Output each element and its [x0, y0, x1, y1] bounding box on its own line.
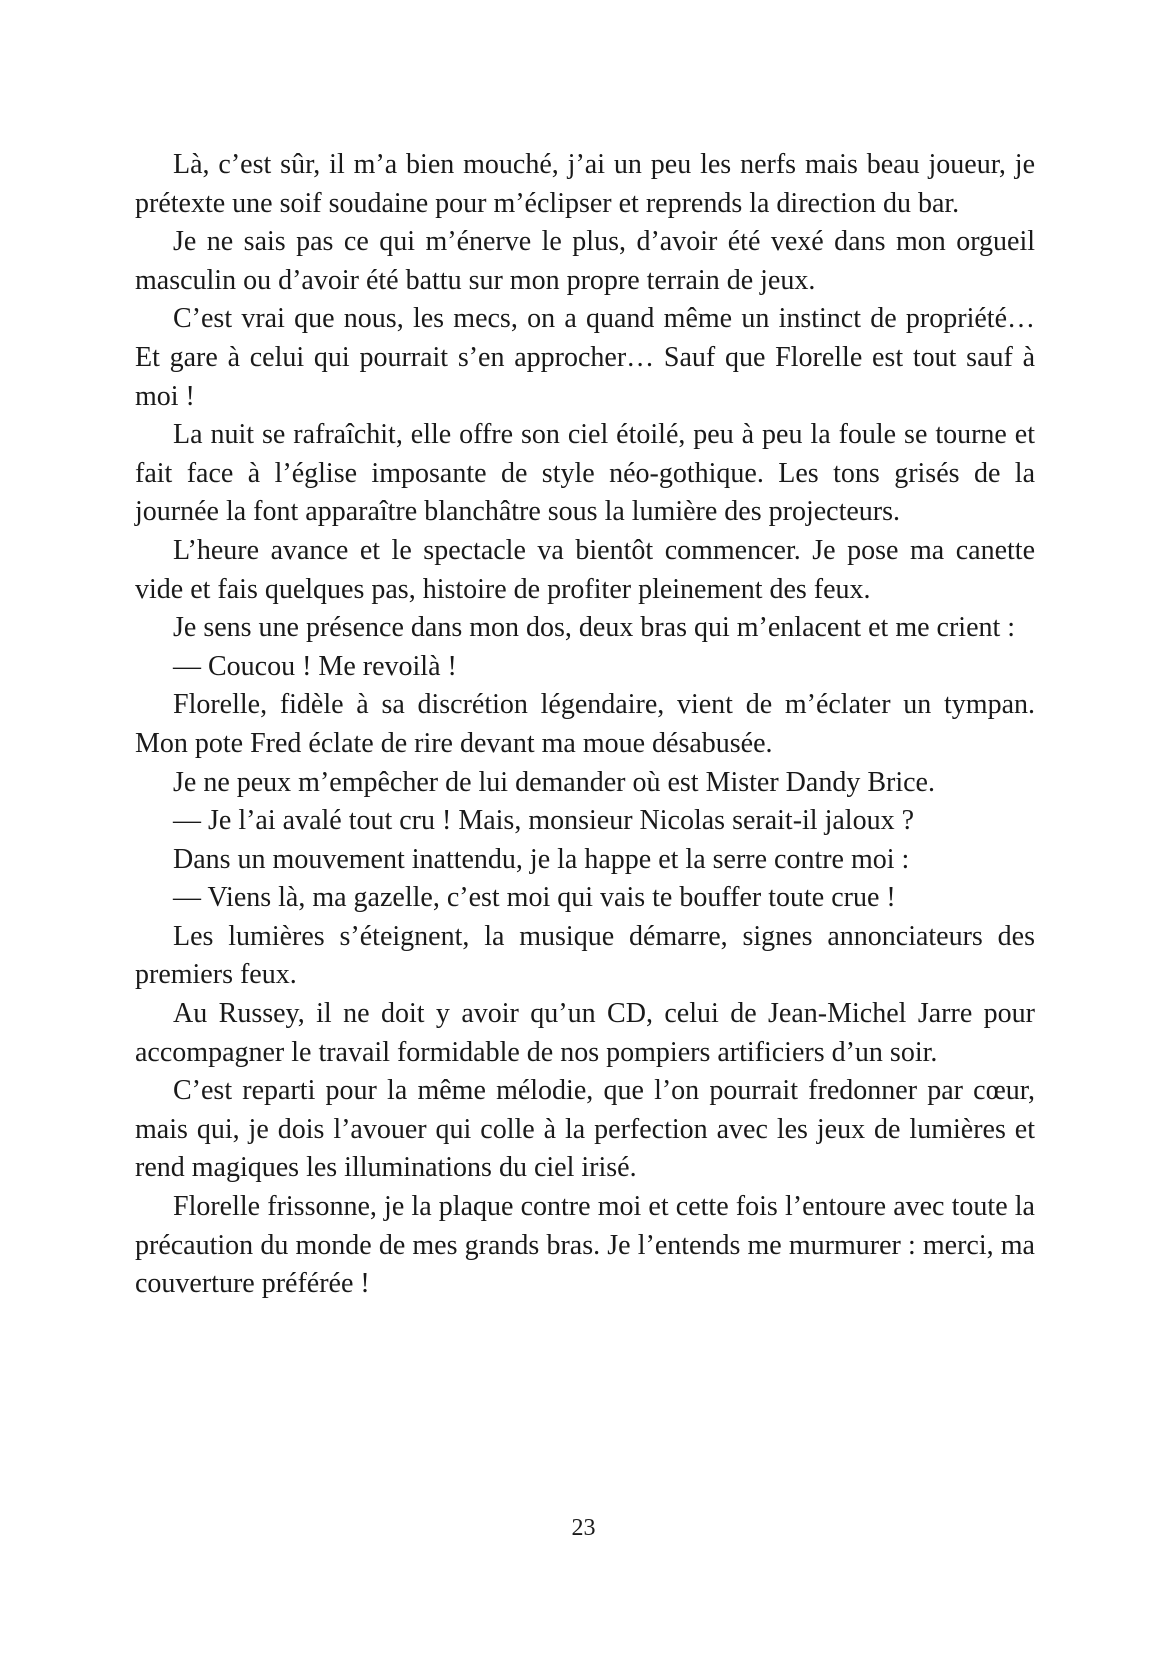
paragraph: C’est reparti pour la même mélodie, que l’on pourrait fredonner par cœur, mais qui, je dois l’avouer qui colle à la perfection avec les jeux de lumières et rend magiques les illuminations du ciel irisé.: [135, 1075, 1035, 1184]
body-text: [135, 146, 1035, 1304]
paragraph: Là, c’est sûr, il m’a bien mouché, j’ai un peu les nerfs mais beau joueur, je prétexte une soif soudaine pour m’éclipser et reprends la direction du bar.: [135, 149, 1035, 219]
paragraph: Florelle frissonne, je la plaque contre moi et cette fois l’entoure avec toute la précaution du monde de mes grands bras. Je l’entends me murmurer : merci, ma couverture préférée !: [135, 1191, 1035, 1300]
paragraph: Je ne peux m’empêcher de lui demander où est Mister Dandy Brice.: [173, 766, 935, 798]
paragraph: L’heure avance et le spectacle va bientôt commencer. Je pose ma canette vide et fais quelques pas, histoire de profiter pleinement des feux.: [135, 534, 1035, 605]
dialogue-line: — Je l’ai avalé tout cru ! Mais, monsieur Nicolas serait-il jaloux ?: [173, 805, 915, 837]
dialogue-line: — Coucou ! Me revoilà !: [173, 650, 457, 682]
paragraph: Je sens une présence dans mon dos, deux bras qui m’enlacent et me crient :: [173, 612, 1016, 644]
paragraph: Florelle, fidèle à sa discrétion légendaire, vient de m’éclater un tympan. Mon pote Fred éclate de rire devant ma moue désabusée.: [135, 689, 1035, 759]
paragraph: Les lumières s’éteignent, la musique démarre, signes annonciateurs des premiers feux.: [135, 920, 1035, 991]
paragraph: C’est vrai que nous, les mecs, on a quand même un instinct de propriété… Et gare à celui qui pourrait s’en approcher… Sauf que Florelle est tout sauf à moi !: [135, 303, 1035, 412]
paragraph: La nuit se rafraîchit, elle offre son ciel étoilé, peu à peu la foule se tourne et fait face à l’église imposante de style néo-gothique. Les tons grisés de la journée la font apparaître blanchâtre sous la lumière des projecteurs.: [135, 419, 1035, 528]
paragraph: Au Russey, il ne doit y avoir qu’un CD, celui de Jean-Michel Jarre pour accompagner le travail formidable de nos pompiers artificiers d’un soir.: [135, 998, 1035, 1068]
paragraph: Je ne sais pas ce qui m’énerve le plus, d’avoir été vexé dans mon orgueil masculin ou d’avoir été battu sur mon propre terrain de jeux.: [135, 226, 1035, 296]
paragraph: Dans un mouvement inattendu, je la happe et la serre contre moi :: [173, 843, 910, 875]
dialogue-line: — Viens là, ma gazelle, c’est moi qui vais te bouffer toute crue !: [173, 882, 896, 914]
page-number: 23: [571, 1515, 596, 1541]
